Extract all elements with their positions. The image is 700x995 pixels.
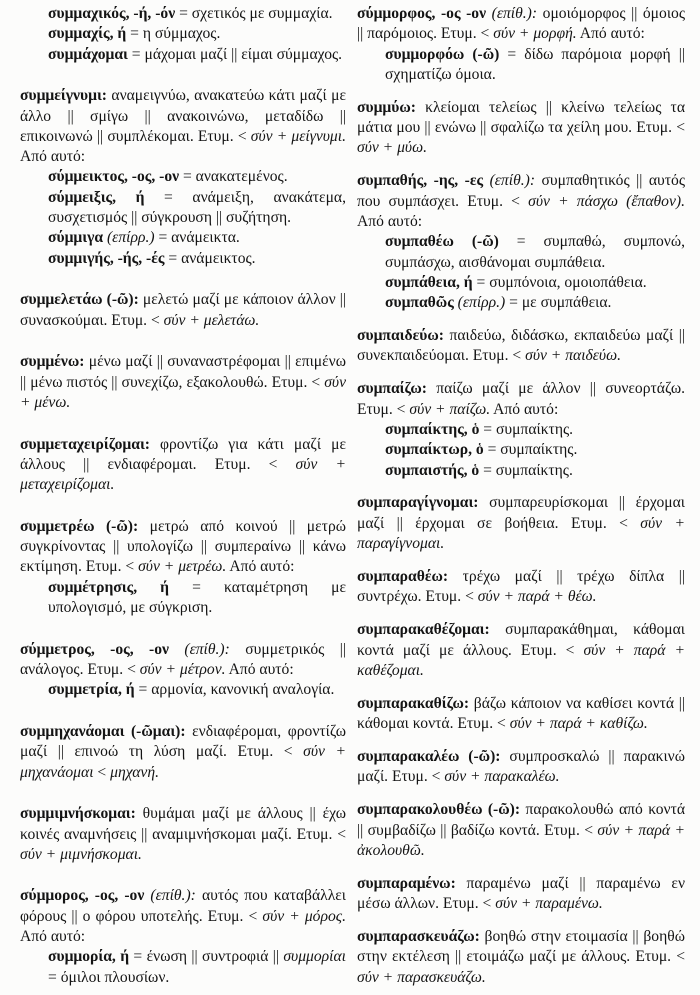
entry-main-text bbox=[357, 326, 685, 367]
headword: συμμηχανάομαι (-ῶμαι): bbox=[20, 722, 186, 740]
definition-text: παρακολουθώ από κοντά || συμβαδίζω || βαδίζω κοντά. Ετυμ. < bbox=[357, 801, 685, 839]
dictionary-entry bbox=[357, 694, 685, 735]
headword: συμμετρέω (-ῶ): bbox=[20, 517, 139, 535]
dictionary-entry bbox=[20, 722, 346, 783]
headword: συμπαραμένω: bbox=[357, 874, 456, 892]
italic-text: σύν + παρά + θέω. bbox=[477, 588, 597, 606]
definition-text: = μάχομαι μαζί || είμαι σύμμαχος. bbox=[127, 45, 343, 63]
dictionary-entry bbox=[20, 640, 346, 701]
dictionary-entry bbox=[357, 326, 685, 367]
definition-text: = αρμονία, κανονική αναλογία. bbox=[134, 681, 335, 699]
headword: συμπάθεια, ή bbox=[385, 273, 473, 291]
dictionary-entry bbox=[357, 98, 685, 159]
definition-text: = συμπαθώ, συμπονώ, συμπάσχω, αισθάνομαι συμπάθεια. bbox=[385, 233, 685, 271]
sub-entry bbox=[357, 273, 685, 293]
entry-main-text bbox=[357, 694, 685, 735]
dictionary-entry bbox=[357, 800, 685, 861]
italic-text: μηχανή. bbox=[110, 763, 159, 781]
dictionary-entry bbox=[20, 886, 346, 987]
dictionary-entry bbox=[20, 290, 346, 331]
headword: συμμιγής, -ής, -ές bbox=[48, 249, 165, 267]
definition-text: = ένωση || συντροφιά || bbox=[129, 948, 284, 966]
headword: συμπαίκτωρ, ὁ bbox=[385, 441, 484, 459]
headword: σύμμειξις, ή bbox=[48, 188, 145, 206]
italic-text: σύν + μορφή. bbox=[493, 25, 577, 43]
dictionary-entry bbox=[357, 927, 685, 988]
italic-text: σύν + μιμνήσκομαι. bbox=[20, 845, 142, 863]
definition-text: κλείομαι τελείως || κλείνω τελείως τα μάτια μου || ενώνω || σφαλίζω τα χείλη μου. Ετυμ. < bbox=[357, 98, 685, 137]
sub-entry bbox=[20, 249, 346, 269]
italic-text: σύν + μένω. bbox=[20, 373, 346, 411]
italic-text: σύν + παραγίγνομαι. bbox=[357, 514, 685, 553]
entry-main-text bbox=[20, 435, 346, 496]
entry-main-text bbox=[20, 352, 346, 413]
headword: συμπαθέω (-ῶ) bbox=[385, 233, 499, 251]
definition-text: Από αυτό: bbox=[490, 400, 559, 418]
entry-main-text bbox=[20, 640, 346, 681]
headword: σύμμορος, -ος, -ον bbox=[20, 887, 145, 905]
italic-text: (επίθ.): bbox=[144, 887, 196, 905]
entry-main-text bbox=[357, 927, 685, 988]
headword: συμμετρία, ή bbox=[48, 681, 135, 699]
definition-text: αυτός που καταβάλλει φόρους || ο φόρου υποτελής. Ετυμ. < bbox=[20, 887, 346, 925]
sub-entry bbox=[20, 680, 346, 700]
dictionary-entry bbox=[357, 620, 685, 681]
sub-entry bbox=[357, 293, 685, 313]
italic-text: (επίθ.): bbox=[483, 172, 536, 190]
definition-text: μετρώ από κοινού || μετρώ συγκρίνοντας || υπολογίζω || συμπεραίνω || κάνω εκτίμηση. Ετυμ. < bbox=[20, 517, 346, 576]
definition-text: Από αυτό: bbox=[20, 148, 86, 166]
sub-entry bbox=[20, 167, 346, 187]
headword: συμμύω: bbox=[357, 98, 416, 116]
headword: συμμείγνυμι: bbox=[20, 87, 107, 105]
headword: συμπαιδεύω: bbox=[357, 327, 444, 345]
italic-text: σύν + παρασκευάζω. bbox=[357, 968, 486, 986]
definition-text: = με συμπάθεια. bbox=[505, 294, 612, 312]
italic-text: σύν + παίζω. bbox=[409, 400, 491, 418]
headword: σύμμεικτος, -ος, -ον bbox=[48, 168, 180, 186]
entry-main-text bbox=[357, 620, 685, 681]
italic-text: σύν + παρά + ἀκολουθῶ. bbox=[357, 821, 685, 859]
italic-text: σύν + μελετάω. bbox=[163, 311, 260, 329]
headword: συμπαραγίγνομαι: bbox=[357, 494, 479, 512]
definition-text: = καταμέτρηση με υπολογισμό, με σύγκριση. bbox=[48, 578, 346, 616]
dictionary-entry bbox=[20, 352, 346, 413]
dictionary-entry bbox=[20, 804, 346, 865]
definition-text: Από αυτό: bbox=[225, 660, 294, 678]
entry-main-text bbox=[20, 804, 346, 865]
entry-main-text bbox=[20, 86, 346, 167]
definition-text: τρέχω μαζί || τρέχω δίπλα || συντρέχω. Ετυμ. < bbox=[357, 567, 685, 606]
definition-text: = ανάμεικτα. bbox=[154, 229, 240, 247]
italic-text: σύν + μείγνυμι. bbox=[250, 127, 346, 145]
dictionary-entry bbox=[357, 493, 685, 554]
dictionary-entry bbox=[20, 4, 346, 65]
definition-text: = σχετικός με συμμαχία. bbox=[175, 5, 333, 22]
headword: συμμαχίς, ή bbox=[48, 25, 127, 43]
definition-text: φροντίζω για κάτι μαζί με άλλους || ενδιαφέρομαι. Ετυμ. < bbox=[20, 435, 346, 473]
sub-entry bbox=[357, 420, 685, 440]
headword: συμμάχομαι bbox=[48, 45, 128, 63]
entry-main-text bbox=[357, 800, 685, 861]
headword: συμπαρασκευάζω: bbox=[357, 927, 480, 945]
italic-text: (επίθ.): bbox=[168, 640, 230, 658]
definition-text: Από αυτό: bbox=[576, 25, 645, 43]
headword: συμπαίκτης, ὁ bbox=[385, 420, 480, 438]
italic-text: σύν + πάσχω (ἔπαθον). bbox=[528, 192, 685, 210]
entry-main-text bbox=[20, 290, 346, 331]
definition-text: = συμπαίκτης. bbox=[479, 420, 574, 438]
definition-text: βάζω κάποιον να καθίσει κοντά || κάθομαι κοντά. Ετυμ. < bbox=[357, 694, 685, 733]
headword: συμπαρακαλέω (-ῶ): bbox=[357, 747, 501, 765]
definition-text: αναμειγνύω, ανακατεύω κάτι μαζί με άλλο || σμίγω || ανακοινώνω, μεταδίδω || επικοινωνώ || συμπλέκομαι. Ετυμ. < bbox=[20, 87, 346, 145]
dictionary-entry bbox=[357, 874, 685, 915]
sub-entry bbox=[20, 4, 346, 24]
sub-entry bbox=[20, 45, 346, 65]
definition-text: συμπαρευρίσκομαι || έρχομαι μαζί || έρχομαι σε βοήθεια. Ετυμ. < bbox=[357, 494, 685, 532]
entry-main-text bbox=[20, 886, 346, 947]
dictionary-column-left bbox=[20, 4, 346, 988]
definition-text: ομοιόμορφος || όμοιος || παρόμοιος. Ετυμ. < bbox=[357, 5, 686, 43]
definition-text: = ανακατεμένος. bbox=[179, 168, 288, 186]
definition-text: = δίδω παρόμοια μορφή || σχηματίζω όμοια. bbox=[385, 45, 685, 83]
entry-main-text bbox=[357, 98, 685, 159]
headword: συμμορφόω (-ῶ) bbox=[385, 45, 500, 63]
dictionary-entry bbox=[357, 4, 685, 85]
entry-main-text bbox=[357, 171, 685, 232]
entry-main-text bbox=[357, 4, 685, 45]
italic-text: σύν + παιδεύω. bbox=[525, 347, 622, 365]
italic-text: (επίθ.): bbox=[486, 5, 538, 22]
italic-text: συμμορίαι bbox=[283, 948, 346, 966]
definition-text: = ανάμεικτος. bbox=[164, 249, 256, 267]
headword: σύμμορφος, -ος -ον bbox=[357, 5, 487, 22]
sub-entry bbox=[357, 461, 685, 481]
italic-text: σύν + μύω. bbox=[357, 139, 427, 157]
headword: σύμμετρος, -ος, -ον bbox=[20, 640, 169, 658]
definition-text: συμμετρικός || ανάλογος. Ετυμ. < bbox=[20, 640, 346, 678]
headword: συμμελετάω (-ῶ): bbox=[20, 291, 139, 309]
sub-entry bbox=[20, 24, 346, 44]
entry-main-text bbox=[20, 722, 346, 783]
dictionary-entry bbox=[357, 747, 685, 788]
dictionary-entry bbox=[357, 379, 685, 480]
entry-main-text bbox=[20, 517, 346, 578]
definition-text: ενδιαφέρομαι, φροντίζω μαζί || επινοώ τη λύση μαζί. Ετυμ. < bbox=[20, 722, 347, 761]
italic-text: (επίρρ.) bbox=[103, 229, 155, 247]
definition-text: = συμπαίκτης. bbox=[483, 441, 578, 459]
definition-text: Από αυτό: bbox=[226, 558, 295, 576]
entry-main-text bbox=[357, 874, 685, 915]
entry-main-text bbox=[357, 493, 685, 554]
headword: συμπαίζω: bbox=[357, 380, 427, 398]
headword: συμμεταχειρίζομαι: bbox=[20, 435, 150, 453]
sub-entry bbox=[20, 188, 346, 229]
headword: συμπαρακαθίζω: bbox=[357, 694, 470, 712]
entry-main-text bbox=[357, 567, 685, 608]
italic-text: σύν + παραμένω. bbox=[495, 895, 603, 913]
definition-text: Από αυτό: bbox=[357, 212, 423, 230]
headword: συμμέτρησις, ή bbox=[48, 578, 170, 596]
definition-text: παραμένω μαζί || παραμένω εν μέσω άλλων. Ετυμ. < bbox=[357, 874, 685, 913]
definition-text: μένω μαζί || συναναστρέφομαι || επιμένω || μένω πιστός || συνεχίζω, εξακολουθώ. Ετυμ. < bbox=[20, 353, 346, 391]
italic-text: σύν + μέτρον. bbox=[139, 660, 226, 678]
definition-text: συμπαθητικός || αυτός που συμπάσχει. Ετυμ. < bbox=[357, 172, 686, 210]
italic-text: σύν + μεταχειρίζομαι. bbox=[20, 455, 346, 494]
italic-text: σύν + παρακαλέω. bbox=[444, 768, 560, 786]
definition-text: Από αυτό: bbox=[20, 928, 86, 946]
headword: συμμιμνήσκομαι: bbox=[20, 805, 136, 823]
dictionary-entry bbox=[20, 517, 346, 618]
italic-text: σύν + μετρέω. bbox=[138, 558, 227, 576]
headword: συμπαθής, -ης, -ες bbox=[357, 172, 484, 190]
sub-entry bbox=[20, 947, 346, 988]
definition-text: παιδεύω, διδάσκω, εκπαιδεύω μαζί || συνεκπαιδεύομαι. Ετυμ. < bbox=[357, 327, 685, 365]
italic-text: σύν + παρά + καθίζω. bbox=[509, 715, 648, 733]
dictionary-entry bbox=[357, 171, 685, 313]
definition-text: = η σύμμαχος. bbox=[126, 25, 221, 43]
definition-text: συμπροσκαλώ || παρακινώ μαζί. Ετυμ. < bbox=[357, 747, 685, 786]
definition-text: = ανάμειξη, ανακάτεμα, συσχετισμός || σύγκρουση || συζήτηση. bbox=[48, 188, 346, 227]
headword: συμπαραθέω: bbox=[357, 567, 449, 585]
entry-main-text bbox=[357, 379, 685, 420]
sub-entry bbox=[357, 232, 685, 273]
dictionary-entry bbox=[20, 86, 346, 269]
dictionary-entry bbox=[20, 435, 346, 496]
definition-text: = συμπαίκτης. bbox=[479, 461, 573, 479]
definition-text: θυμάμαι μαζί με άλλους || έχω κοινές αναμνήσεις || αναμιμνήσκομαι μαζί. Ετυμ. < bbox=[20, 805, 346, 843]
definition-text: = όμιλοι πλουσίων. bbox=[48, 968, 170, 986]
headword: σύμμιγα bbox=[48, 229, 104, 247]
dictionary-entry bbox=[357, 567, 685, 608]
sub-entry bbox=[357, 440, 685, 460]
definition-text: παίζω μαζί με άλλον || συνεορτάζω. Ετυμ. < bbox=[357, 380, 685, 418]
headword: συμπαιστής, ὁ bbox=[385, 461, 480, 479]
definition-text: = συμπόνοια, ομοιοπάθεια. bbox=[472, 273, 647, 291]
italic-text: σύν + παρά + καθέζομαι. bbox=[357, 641, 685, 679]
headword: συμμαχικός, -ή, -όν bbox=[48, 5, 176, 22]
italic-text: σύν + μόρος. bbox=[262, 907, 346, 925]
definition-text: μελετώ μαζί με κάποιον άλλον || συνασκούμαι. Ετυμ. < bbox=[20, 291, 346, 329]
headword: συμμορία, ή bbox=[48, 948, 130, 966]
headword: συμπαθῶς bbox=[385, 294, 454, 312]
sub-entry bbox=[20, 228, 346, 248]
definition-text: συμπαρακάθημαι, κάθομαι κοντά μαζί με άλλους. Ετυμ. < bbox=[357, 621, 685, 659]
definition-text: βοηθώ στην ετοιμασία || βοηθώ στην εκτέλεση || ετοιμάζω μαζί με άλλους. Ετυμ. < bbox=[357, 927, 685, 966]
entry-main-text bbox=[357, 747, 685, 788]
italic-text: (επίρρ.) bbox=[453, 294, 506, 312]
headword: συμμένω: bbox=[20, 353, 85, 371]
sub-entry bbox=[20, 578, 346, 619]
sub-entry bbox=[357, 45, 685, 86]
headword: συμπαρακολουθέω (-ῶ): bbox=[357, 801, 521, 819]
headword: συμπαρακαθέζομαι: bbox=[357, 621, 490, 639]
definition-text: < bbox=[93, 763, 111, 781]
italic-text: σύν + μηχανάομαι bbox=[20, 743, 346, 781]
dictionary-column-right bbox=[357, 4, 685, 988]
